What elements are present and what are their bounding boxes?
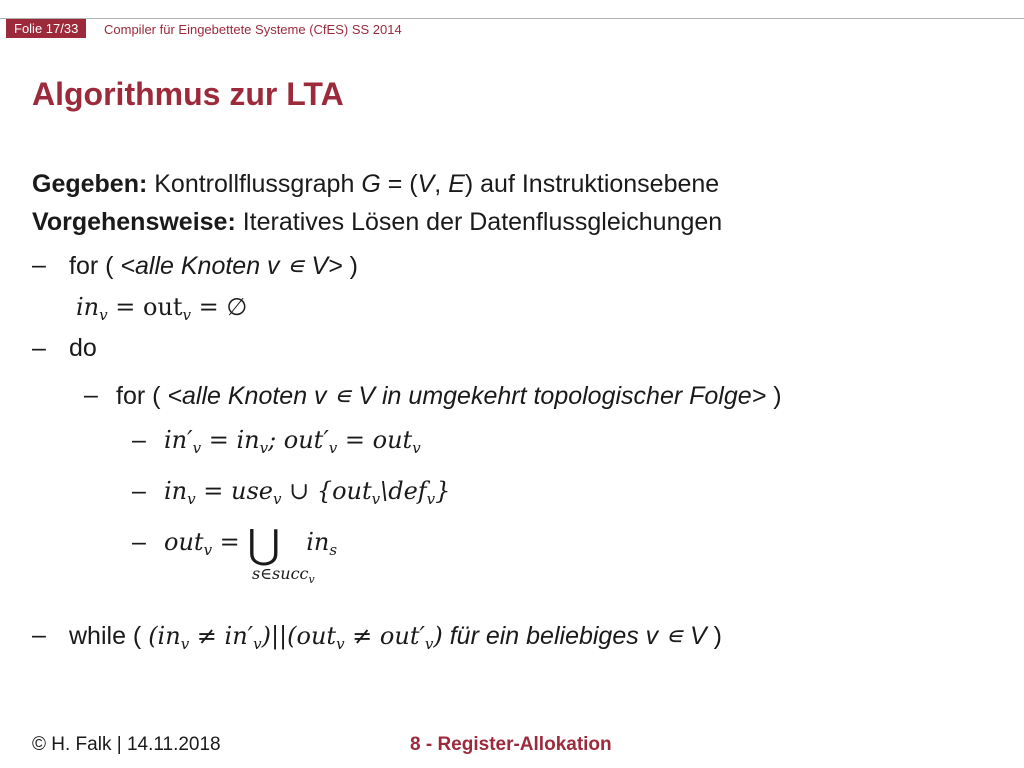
given-graph-symbol: G xyxy=(361,170,381,198)
math-subscript: s xyxy=(329,541,338,559)
equation-copy-sets xyxy=(132,426,421,457)
math-term: = use xyxy=(195,477,273,505)
while-close: ) xyxy=(706,622,722,650)
math-subscript: v xyxy=(412,439,421,457)
math-term: in′ xyxy=(164,426,193,454)
bullet-dash: – xyxy=(32,334,46,362)
math-term: = out xyxy=(337,426,413,454)
math-term: out xyxy=(164,528,204,556)
math-term: = xyxy=(212,528,248,556)
math-subscript: v xyxy=(180,635,190,653)
math-subscript: v xyxy=(371,490,381,508)
slide-counter: Folie 17/33 xyxy=(6,19,86,38)
math-term: = out xyxy=(107,293,183,321)
math-term: in xyxy=(164,477,188,505)
math-subscript: v xyxy=(187,490,196,508)
given-label: Gegeben: xyxy=(32,170,148,198)
math-subscript: v xyxy=(336,635,345,653)
for-all-nodes-line xyxy=(32,251,358,281)
given-text: ) auf Instruktionsebene xyxy=(464,170,720,198)
course-title: Compiler für Eingebettete Systeme (CfES) SS 2014 xyxy=(104,22,402,37)
bullet-dash: – xyxy=(132,528,146,556)
init-equation xyxy=(76,293,247,324)
math-subscript: v xyxy=(182,306,192,324)
math-term: } xyxy=(435,477,451,505)
while-line xyxy=(32,621,722,653)
for-reverse-topological-line xyxy=(84,381,782,411)
equation-out-set xyxy=(132,522,337,568)
bullet-dash: – xyxy=(32,251,46,279)
for-condition: <alle Knoten v ∊ V in umgekehrt topologischer Folge> xyxy=(167,382,767,410)
for-condition: <alle Knoten v ∊ V> xyxy=(120,252,343,280)
bullet-dash: – xyxy=(84,381,98,409)
given-text: = ( xyxy=(380,170,418,198)
given-text: , xyxy=(434,170,449,198)
given-v-symbol: V xyxy=(417,170,435,198)
math-subscript: v xyxy=(253,635,262,653)
footer-author-date: © H. Falk | 14.11.2018 xyxy=(32,734,221,755)
math-term: ≠ out′ xyxy=(344,622,425,650)
do-line xyxy=(32,334,97,363)
for-keyword: for ( xyxy=(69,252,121,280)
given-e-symbol: E xyxy=(448,170,465,198)
equation-in-set xyxy=(132,477,450,508)
math-subscript: v xyxy=(426,490,436,508)
math-term: \def xyxy=(380,477,427,505)
math-term: ) xyxy=(433,622,443,650)
math-term: = ∅ xyxy=(191,293,248,321)
while-condition: für ein beliebiges v ∊ V xyxy=(442,622,707,650)
math-term: = in xyxy=(201,426,260,454)
do-keyword: do xyxy=(69,334,97,362)
math-term: s∈succ xyxy=(252,564,309,583)
while-keyword: while ( xyxy=(69,622,149,650)
slide-title: Algorithmus zur LTA xyxy=(32,76,344,112)
given-text: Kontrollflussgraph xyxy=(147,170,362,198)
for-close: ) xyxy=(342,252,358,280)
given-line xyxy=(32,170,719,199)
math-term: ∪ {out xyxy=(281,477,372,505)
math-subscript: v xyxy=(328,439,338,457)
math-term: ≠ in′ xyxy=(189,622,254,650)
union-index xyxy=(252,564,315,586)
for-keyword: for ( xyxy=(116,382,168,410)
math-term: ; out′ xyxy=(268,426,329,454)
union-symbol: ⋃ xyxy=(247,522,281,568)
math-term: in xyxy=(306,528,330,556)
header-rule xyxy=(0,18,1024,19)
math-term: (in xyxy=(148,622,181,650)
approach-line xyxy=(32,208,722,237)
math-subscript: v xyxy=(272,490,282,508)
math-subscript: v xyxy=(308,573,315,587)
bullet-dash: – xyxy=(132,477,146,505)
approach-label: Vorgehensweise: xyxy=(32,208,236,236)
approach-text: Iteratives Lösen der Datenflussgleichungen xyxy=(235,208,723,236)
math-subscript: v xyxy=(203,541,213,559)
math-subscript: v xyxy=(424,635,434,653)
bullet-dash: – xyxy=(132,426,146,454)
for-close: ) xyxy=(766,382,782,410)
footer-chapter: 8 - Register-Allokation xyxy=(410,734,612,755)
math-term: in xyxy=(76,293,100,321)
math-subscript: v xyxy=(99,306,108,324)
math-subscript: v xyxy=(192,439,202,457)
math-subscript: v xyxy=(259,439,269,457)
bullet-dash: – xyxy=(32,621,46,649)
math-term: )||(out xyxy=(261,622,337,650)
